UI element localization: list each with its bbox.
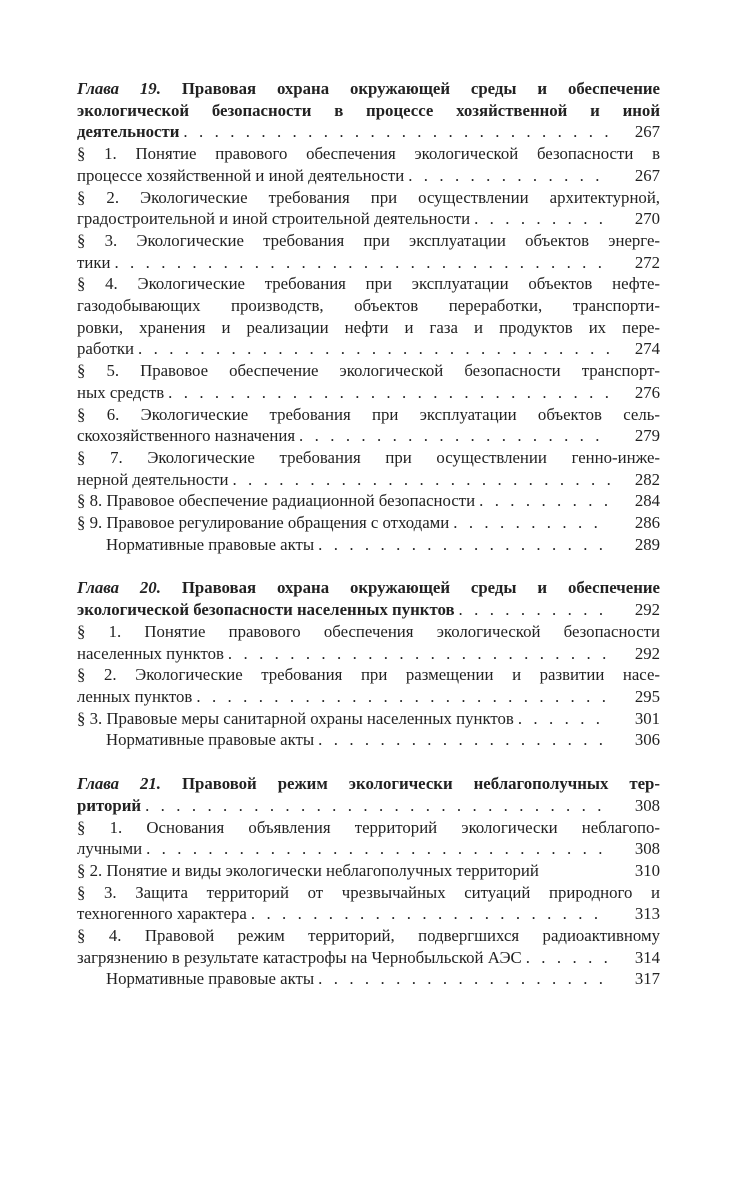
dot-leader — [114, 252, 610, 274]
dot-leader — [479, 490, 610, 512]
entry-text-line: § 5. Правовое обеспечение экологической безопасности транспорт- — [77, 361, 660, 381]
entry-text: § 2. Понятие и виды экологически неблагополучных территорий — [77, 860, 539, 880]
entry-text-line: ровки, хранения и реализации нефти и газа и продуктов их пере- — [77, 317, 660, 337]
entry-text-line: § 2. Экологические требования при размещении и развитии насе- — [77, 665, 660, 685]
dot-leader — [138, 338, 610, 360]
toc-entry[interactable] — [77, 621, 660, 664]
page-number: 314 — [634, 947, 660, 967]
heading-line — [77, 78, 660, 100]
dot-leader — [146, 838, 610, 860]
toc-entry[interactable] — [77, 490, 660, 512]
heading-line — [77, 100, 660, 122]
toc-entry[interactable] — [77, 729, 660, 751]
table-of-contents — [77, 78, 660, 990]
entry-last-line — [77, 860, 660, 882]
toc-entry[interactable] — [77, 882, 660, 925]
entry-text: Нормативные правовые акты — [106, 969, 315, 989]
chapter-label: Глава 20. — [77, 578, 161, 598]
entry-text: тики — [77, 252, 111, 272]
entry-text-line: § 2. Экологические требования при осуществлении архитектурной, — [77, 187, 660, 207]
entry-text: скохозяйственного назначения — [77, 426, 296, 446]
chapter-title-line: деятельности — [77, 122, 180, 142]
page-number: 310 — [634, 860, 660, 880]
page-number: 292 — [634, 600, 660, 620]
page-number: 301 — [634, 708, 660, 728]
entry-text: § 3. Правовые меры санитарной охраны населенных пунктов — [77, 708, 514, 728]
toc-entry[interactable] — [77, 404, 660, 447]
dot-leader — [228, 643, 610, 665]
dot-leader — [299, 425, 610, 447]
toc-entry[interactable] — [77, 447, 660, 490]
entry-last-line — [77, 469, 660, 491]
entry-last-line — [77, 512, 660, 534]
toc-entry[interactable] — [77, 143, 660, 186]
page-number: 270 — [634, 209, 660, 229]
dot-leader — [459, 599, 610, 621]
entry-last-line — [77, 708, 660, 730]
chapter-block — [77, 78, 660, 555]
entry-text: процессе хозяйственной и иной деятельности — [77, 165, 405, 185]
entry-last-line — [77, 686, 660, 708]
dot-leader — [168, 382, 610, 404]
entry-text: нерной деятельности — [77, 469, 229, 489]
chapter-title-line: риторий — [77, 795, 142, 815]
dot-leader — [232, 469, 610, 491]
page-number: 308 — [634, 839, 660, 859]
toc-entry[interactable] — [77, 230, 660, 273]
toc-entry[interactable] — [77, 925, 660, 968]
entry-text-line: § 3. Экологические требования при эксплуатации объектов энерге- — [77, 230, 660, 250]
entry-text-line: § 1. Понятие правового обеспечения экологической безопасности — [77, 621, 660, 641]
dot-leader — [318, 729, 610, 751]
toc-entry[interactable] — [77, 708, 660, 730]
dot-leader — [251, 903, 610, 925]
toc-entry[interactable] — [77, 512, 660, 534]
page-number: 284 — [634, 491, 660, 511]
entry-last-line — [77, 425, 660, 447]
entry-last-line — [77, 968, 660, 990]
entry-text: техногенного характера — [77, 904, 247, 924]
dot-leader — [196, 686, 610, 708]
chapter-title-line: Правовая охрана окружающей среды и обеспечение — [181, 578, 661, 598]
toc-entry[interactable] — [77, 860, 660, 882]
entry-last-line — [77, 208, 660, 230]
chapter-heading[interactable] — [77, 577, 660, 620]
entry-text-line: § 1. Понятие правового обеспечения экологической безопасности в — [77, 144, 660, 164]
page-number: 274 — [634, 339, 660, 359]
entry-text-line: § 7. Экологические требования при осуществлении генно-инже- — [77, 447, 660, 467]
page-number: 306 — [634, 730, 660, 750]
entry-text: ных средств — [77, 382, 165, 402]
entry-text-line: § 3. Защита территорий от чрезвычайных ситуаций природного и — [77, 882, 660, 902]
dot-leader — [526, 947, 610, 969]
entry-text-line: § 6. Экологические требования при эксплуатации объектов сель- — [77, 404, 660, 424]
heading-text — [77, 121, 179, 143]
heading-line — [77, 121, 660, 143]
heading-text — [77, 599, 455, 621]
heading-line — [77, 599, 660, 621]
page-number: 308 — [634, 795, 660, 815]
page-number: 272 — [634, 252, 660, 272]
chapter-label: Глава 19. — [77, 79, 161, 98]
entry-text-line: газодобывающих производств, объектов переработки, транспорти- — [77, 296, 660, 316]
toc-entry[interactable] — [77, 817, 660, 860]
chapter-block — [77, 577, 660, 751]
entry-last-line — [77, 338, 660, 360]
page-number: 267 — [634, 122, 660, 142]
toc-entry[interactable] — [77, 664, 660, 707]
entry-text: ленных пунктов — [77, 686, 193, 706]
chapter-heading[interactable] — [77, 78, 660, 143]
page-number: 295 — [634, 686, 660, 706]
chapter-label: Глава 21. — [77, 774, 161, 794]
entry-text-line: § 4. Экологические требования при эксплуатации объектов нефте- — [77, 274, 660, 294]
entry-text: § 9. Правовое регулирование обращения с отходами — [77, 513, 450, 533]
heading-line — [77, 577, 660, 599]
toc-entry[interactable] — [77, 273, 660, 360]
page-number: 282 — [634, 469, 660, 489]
entry-text: населенных пунктов — [77, 643, 224, 663]
heading-text — [77, 795, 141, 817]
entry-last-line — [77, 643, 660, 665]
heading-line — [77, 795, 660, 817]
entry-text: градостроительной и иной строительной деятельности — [77, 209, 471, 229]
entry-text: загрязнению в результате катастрофы на Чернобыльской АЭС — [77, 947, 522, 967]
entry-text-line: § 4. Правовой режим территорий, подвергшихся радиоактивному — [77, 926, 660, 946]
entry-last-line — [77, 534, 660, 556]
entry-last-line — [77, 382, 660, 404]
page-number: 292 — [634, 643, 660, 663]
chapter-title-line: экологической безопасности населенных пунктов — [77, 600, 455, 620]
entry-last-line — [77, 838, 660, 860]
entry-text: лучными — [77, 839, 143, 859]
dot-leader — [453, 512, 610, 534]
entry-last-line — [77, 165, 660, 187]
entry-text: работки — [77, 339, 135, 359]
toc-entry[interactable] — [77, 534, 660, 556]
dot-leader — [408, 165, 610, 187]
toc-entry[interactable] — [77, 360, 660, 403]
entry-text: § 8. Правовое обеспечение радиационной безопасности — [77, 491, 476, 511]
page-number: 317 — [634, 969, 660, 989]
toc-entry[interactable] — [77, 968, 660, 990]
page-number: 286 — [634, 513, 660, 533]
entry-last-line — [77, 252, 660, 274]
dot-leader — [518, 708, 610, 730]
toc-entry[interactable] — [77, 187, 660, 230]
entry-last-line — [77, 947, 660, 969]
dot-leader — [145, 795, 610, 817]
page-number: 289 — [634, 534, 660, 554]
page-number: 276 — [634, 382, 660, 402]
entry-text-line: § 1. Основания объявления территорий экологически неблагопо- — [77, 817, 660, 837]
dot-leader — [318, 968, 610, 990]
chapter-title-line: Правовой режим экологически неблагополучных тер- — [182, 774, 660, 794]
entry-text: Нормативные правовые акты — [106, 534, 315, 554]
chapter-title-line: экологической безопасности в процессе хозяйственной и иной — [77, 100, 660, 120]
entry-last-line — [77, 729, 660, 751]
heading-line — [77, 773, 660, 795]
page-number: 267 — [634, 165, 660, 185]
dot-leader — [318, 534, 610, 556]
dot-leader — [474, 208, 610, 230]
page-number: 313 — [634, 904, 660, 924]
page-number: 279 — [634, 426, 660, 446]
entry-last-line — [77, 490, 660, 512]
entry-last-line — [77, 903, 660, 925]
chapter-block — [77, 773, 660, 990]
chapter-title-line: Правовая охрана окружающей среды и обеспечение — [181, 79, 661, 98]
entry-text: Нормативные правовые акты — [106, 730, 315, 750]
dot-leader — [183, 121, 610, 143]
chapter-heading[interactable] — [77, 773, 660, 816]
